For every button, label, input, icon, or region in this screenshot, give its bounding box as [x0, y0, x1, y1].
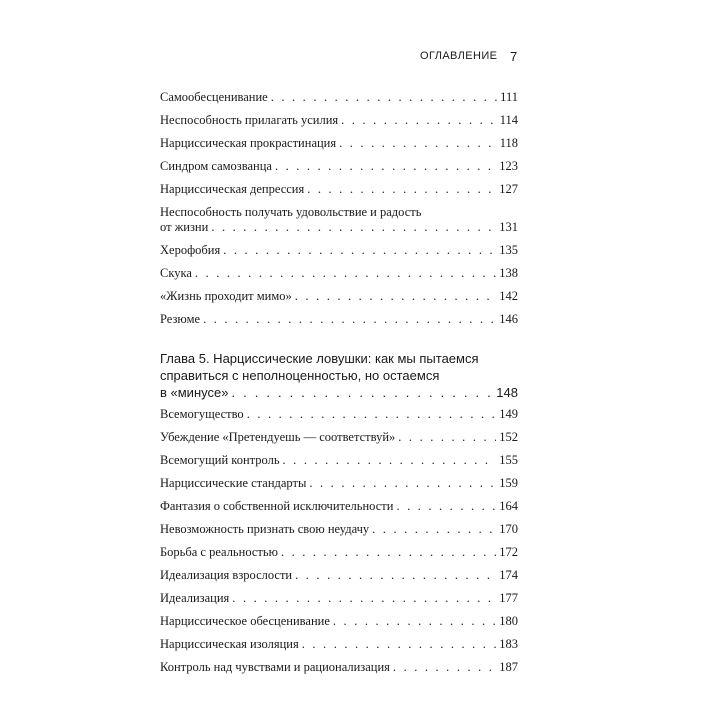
leader-dots	[271, 90, 497, 105]
toc-entry	[160, 243, 518, 258]
toc-entry-continuation	[160, 220, 518, 235]
toc-section-2	[160, 350, 518, 683]
leader-dots	[195, 266, 496, 281]
toc-entry	[160, 568, 518, 583]
toc-entry-title: Борьба с реальностью	[160, 545, 278, 559]
leader-dots	[339, 136, 497, 151]
toc-entry-title: Убеждение «Претендуешь — соответствуй»	[160, 430, 396, 444]
toc-entry-title: Нарциссическая изоляция	[160, 637, 299, 651]
toc-entry-page: 127	[499, 182, 518, 196]
leader-dots	[302, 637, 497, 652]
toc-entry	[160, 660, 518, 675]
leader-dots	[231, 384, 493, 401]
leader-dots	[372, 522, 496, 537]
toc-entry	[160, 266, 518, 281]
toc-entry	[160, 136, 518, 151]
toc-entry-page: 180	[499, 614, 518, 628]
toc-entry-title: Нарциссические стандарты	[160, 476, 307, 490]
toc-entry-page: 152	[499, 430, 518, 444]
leader-dots	[283, 453, 497, 468]
toc-entry-title: Нарциссическая прокрастинация	[160, 136, 337, 150]
chapter-title-line2: справиться с неполноценностью, но остаемся	[160, 368, 440, 383]
leader-dots	[307, 182, 496, 197]
toc-entry	[160, 453, 518, 468]
toc-entry	[160, 312, 518, 327]
toc-entry	[160, 113, 518, 128]
leader-dots	[309, 476, 496, 491]
toc-entry-title: Херофобия	[160, 243, 221, 257]
toc-entry	[160, 476, 518, 491]
toc-entry-title: Нарциссическая депрессия	[160, 182, 305, 196]
toc-entry-page: 170	[499, 522, 518, 536]
toc-entry-title: Нарциссическое обесценивание	[160, 614, 330, 628]
toc-entry-title: Синдром самозванца	[160, 159, 272, 173]
leader-dots	[393, 660, 496, 675]
toc-entry-title: Скука	[160, 266, 192, 280]
leader-dots	[341, 113, 497, 128]
toc-entry-page: 146	[499, 312, 518, 326]
toc-entry-title: Резюме	[160, 312, 201, 326]
toc-entry	[160, 289, 518, 304]
leader-dots	[398, 430, 496, 445]
toc-entry-page: 177	[499, 591, 518, 605]
toc-entry-page: 111	[500, 90, 518, 104]
leader-dots	[275, 159, 496, 174]
toc-entry-page: 174	[499, 568, 518, 582]
running-header	[420, 49, 518, 64]
toc-entry	[160, 499, 518, 514]
leader-dots	[333, 614, 496, 629]
toc-entry-page: 155	[499, 453, 518, 467]
toc-entry-page: 131	[499, 220, 518, 234]
chapter-heading	[160, 350, 518, 401]
toc-entry	[160, 90, 518, 105]
toc-entry-page: 123	[499, 159, 518, 173]
leader-dots	[203, 312, 496, 327]
page-number: 7	[510, 49, 518, 64]
toc-section-1	[160, 90, 518, 335]
toc-entry-page: 183	[499, 637, 518, 651]
toc-entry	[160, 522, 518, 537]
toc-entry-page: 164	[499, 499, 518, 513]
chapter-page: 148	[496, 385, 518, 400]
toc-entry-title: Самообесценивание	[160, 90, 268, 104]
toc-entry-title-line2: от жизни	[160, 220, 209, 234]
leader-dots	[396, 499, 496, 514]
toc-entry	[160, 545, 518, 560]
chapter-title-line3	[160, 384, 518, 401]
leader-dots	[232, 591, 496, 606]
toc-entry-title: Невозможность признать свою неудачу	[160, 522, 370, 536]
toc-entry-title: Всемогущество	[160, 407, 244, 421]
toc-entry-page: 135	[499, 243, 518, 257]
toc-entry-page: 149	[499, 407, 518, 421]
toc-entry-multiline	[160, 205, 518, 235]
toc-entry	[160, 407, 518, 422]
toc-entry	[160, 430, 518, 445]
leader-dots	[211, 220, 496, 235]
section-title: ОГЛАВЛЕНИЕ	[420, 50, 498, 62]
leader-dots	[223, 243, 496, 258]
toc-entry-title: Фантазия о собственной исключительности	[160, 499, 394, 513]
toc-entry	[160, 159, 518, 174]
toc-entry	[160, 591, 518, 606]
toc-entry-page: 114	[499, 113, 518, 127]
toc-entry-title: Неспособность прилагать усилия	[160, 113, 339, 127]
toc-entry-page: 118	[499, 136, 518, 150]
toc-entry-title: «Жизнь проходит мимо»	[160, 289, 292, 303]
toc-entry-title: Идеализация взрослости	[160, 568, 293, 582]
toc-entry-page: 187	[499, 660, 518, 674]
toc-entry-title: Контроль над чувствами и рационализация	[160, 660, 390, 674]
toc-entry	[160, 182, 518, 197]
toc-entry-page: 172	[499, 545, 518, 559]
toc-entry	[160, 637, 518, 652]
toc-entry-page: 138	[499, 266, 518, 280]
toc-entry-page: 142	[499, 289, 518, 303]
chapter-title-end: в «минусе»	[160, 385, 229, 400]
toc-entry-title: Идеализация	[160, 591, 230, 605]
chapter-title-line1: Глава 5. Нарциссические ловушки: как мы пытаемся	[160, 351, 479, 366]
toc-entry-page: 159	[499, 476, 518, 490]
leader-dots	[281, 545, 496, 560]
leader-dots	[295, 289, 496, 304]
toc-entry	[160, 614, 518, 629]
toc-entry-title: Всемогущий контроль	[160, 453, 280, 467]
leader-dots	[247, 407, 497, 422]
toc-entry-title-line1: Неспособность получать удовольствие и радость	[160, 205, 422, 219]
leader-dots	[295, 568, 496, 583]
